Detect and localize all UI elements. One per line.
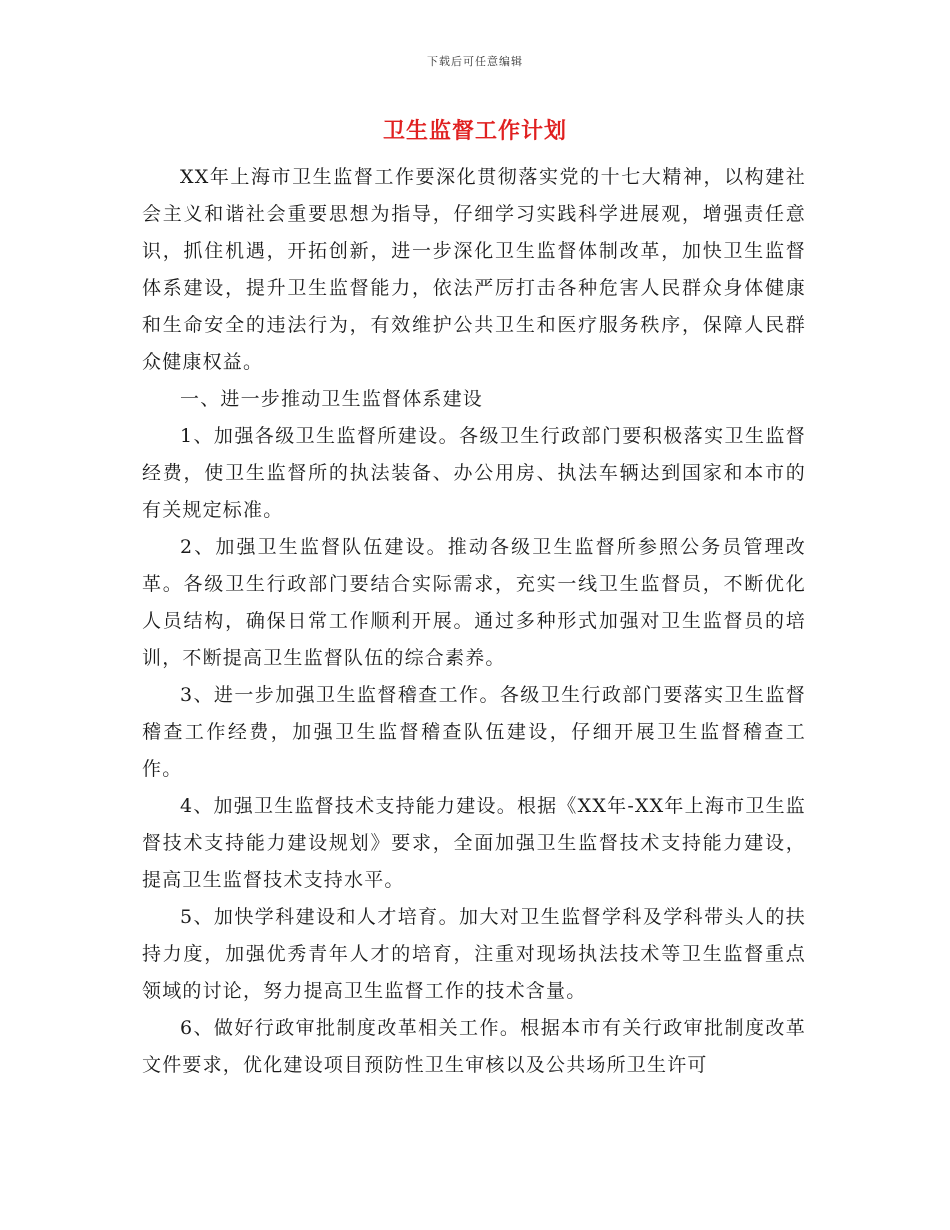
page-header-note: 下载后可任意编辑 [427, 55, 523, 68]
paragraph-item-6: 6、做好行政审批制度改革相关工作。根据本市有关行政审批制度改革文件要求，优化建设项目预防性卫生审核以及公共场所卫生许可 [142, 1017, 806, 1076]
paragraph-item-3: 3、进一步加强卫生监督稽查工作。各级卫生行政部门要落实卫生监督稽查工作经费，加强卫生监督稽查队伍建设，仔细开展卫生监督稽查工作。 [142, 684, 806, 780]
document-title: 卫生监督工作计划 [382, 119, 567, 144]
paragraph-item-4: 4、加强卫生监督技术支持能力建设。根据《XX年-XX年上海市卫生监督技术支持能力建设规划》要求，全面加强卫生监督技术支持能力建设，提高卫生监督技术支持水平。 [142, 795, 806, 891]
paragraph-item-2: 2、加强卫生监督队伍建设。推动各级卫生监督所参照公务员管理改革。各级卫生行政部门要结合实际需求，充实一线卫生监督员，不断优化人员结构，确保日常工作顺利开展。通过多种形式加强对卫生监督员的培训，不断提高卫生监督队伍的综合素养。 [142, 536, 806, 669]
paragraph-item-1: 1、加强各级卫生监督所建设。各级卫生行政部门要积极落实卫生监督经费，使卫生监督所的执法装备、办公用房、执法车辆达到国家和本市的有关规定标准。 [142, 425, 806, 521]
paragraph-intro: XX年上海市卫生监督工作要深化贯彻落实党的十七大精神，以构建社会主义和谐社会重要思想为指导，仔细学习实践科学进展观，增强责任意识，抓住机遇，开拓创新，进一步深化卫生监督体制改革，加快卫生监督体系建设，提升卫生监督能力，依法严厉打击各种危害人民群众身体健康和生命安全的违法行为，有效维护公共卫生和医疗服务秩序，保障人民群众健康权益。 [142, 166, 806, 373]
paragraph-item-5: 5、加快学科建设和人才培育。加大对卫生监督学科及学科带头人的扶持力度，加强优秀青年人才的培育，注重对现场执法技术等卫生监督重点领域的讨论，努力提高卫生监督工作的技术含量。 [142, 906, 806, 1002]
section-heading-1: 一、进一步推动卫生监督体系建设 [180, 388, 484, 410]
document-body [142, 159, 806, 1084]
